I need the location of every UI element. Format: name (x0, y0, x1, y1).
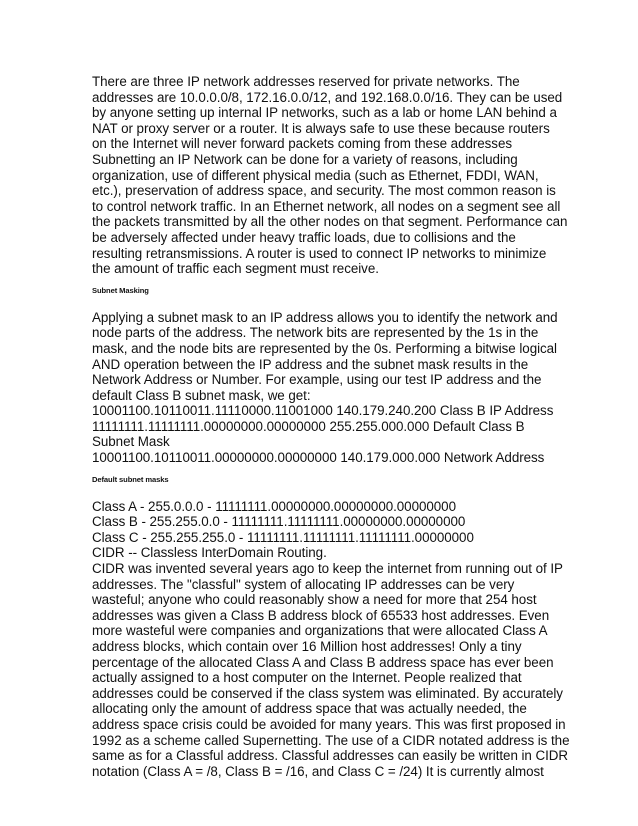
document-page (92, 74, 570, 779)
text-line: Subnet Mask (92, 434, 170, 450)
text-line: the packets transmitted by all the other nodes on that segment. Performance can (92, 214, 568, 230)
text-line: address space crisis could be avoided for many years. This was first proposed in (92, 716, 566, 732)
text-line: by anyone setting up internal IP networks, such as a lab or home LAN behind a (92, 105, 557, 121)
text-line: addresses. The "classful" system of allocating IP addresses can be very (92, 576, 515, 592)
text-line: etc.), preservation of address space, and security. The most common reason is (92, 183, 556, 199)
text-line: allocating only the amount of address space that was actually needed, the (92, 701, 527, 717)
text-line: address blocks, which contain over 16 Million host addresses! Only a tiny (92, 639, 522, 654)
text-line: default Class B subnet mask, we get: (92, 387, 311, 403)
text-line: NAT or proxy server or a router. It is always safe to use these because routers (92, 120, 550, 136)
text-line: more wasteful were companies and organizations that were allocated Class A (92, 623, 548, 639)
text-line: to control network traffic. In an Ethernet network, all nodes on a segment see all (92, 198, 561, 214)
text-line: Class A - 255.0.0.0 - 11111111.00000000.00000000.00000000 (92, 498, 456, 514)
text-line: addresses could be conserved if the class system was eliminated. By accurately (92, 685, 563, 701)
text-line: on the Internet will never forward packets coming from these addresses (92, 136, 512, 152)
text-line: 11111111.11111111.00000000.00000000 255.255.000.000 Default Class B (92, 418, 525, 434)
text-line: CIDR -- Classless InterDomain Routing. (92, 545, 327, 561)
text-line: 10001100.10110011.11110000.11001000 140.179.240.200 Class B IP Address (92, 403, 554, 419)
text-line: Class C - 255.255.255.0 - 11111111.11111111.11111111.00000000 (92, 529, 474, 545)
paragraph-private-networks (92, 74, 568, 277)
text-line: actually assigned to a host computer on the Internet. People realized that (92, 670, 522, 686)
text-line: AND operation between the IP address and the subnet mask results in the (92, 356, 529, 372)
text-line: organization, use of different physical media (such as Ethernet, FDDI, WAN, (92, 167, 539, 183)
text-line: Applying a subnet mask to an IP address allows you to identify the network and (92, 309, 558, 325)
section-heading-subnet-masking: Subnet Masking (92, 285, 149, 295)
text-line: 1992 as a scheme called Supernetting. The use of a CIDR notated address is the (92, 732, 570, 748)
text-line: wasteful; anyone who could reasonably show a need for more that 254 host (92, 592, 537, 608)
text-line: addresses was given a Class B address block of 65533 host addresses. Even (92, 607, 550, 623)
paragraph-subnet-masking (92, 310, 562, 466)
paragraph-default-masks-cidr (92, 498, 570, 780)
text-line: CIDR was invented several years ago to keep the internet from running out of IP (92, 561, 563, 577)
text-line: Class B - 255.255.0.0 - 11111111.11111111.00000000.00000000 (92, 514, 466, 530)
text-line: 10001100.10110011.00000000.00000000 140.179.000.000 Network Address (92, 450, 545, 466)
text-line: There are three IP network addresses reserved for private networks. The (92, 74, 520, 89)
text-line: resulting retransmissions. A router is used to connect IP networks to minimize (92, 245, 547, 261)
text-line: notation (Class A = /8, Class B = /16, and Class C = /24) It is currently almost (92, 763, 544, 779)
text-line: Network Address or Number. For example, using our test IP address and the (92, 372, 542, 388)
text-line: node parts of the address. The network bits are represented by the 1s in the (92, 325, 539, 341)
text-line: the amount of traffic each segment must receive. (92, 261, 379, 277)
text-line: mask, and the node bits are represented by the 0s. Performing a bitwise logical (92, 340, 557, 356)
text-line: percentage of the allocated Class A and Class B address space has ever been (92, 654, 554, 670)
text-line: be adversely affected under heavy traffic loads, due to collisions and the (92, 229, 516, 245)
text-line: same as for a Classful address. Classful addresses can easily be written in CIDR (92, 748, 569, 764)
text-line: addresses are 10.0.0.0/8, 172.16.0.0/12, and 192.168.0.0/16. They can be used (92, 89, 563, 105)
section-heading-default-subnet-masks: Default subnet masks (92, 474, 169, 484)
text-line: Subnetting an IP Network can be done for a variety of reasons, including (92, 151, 518, 167)
